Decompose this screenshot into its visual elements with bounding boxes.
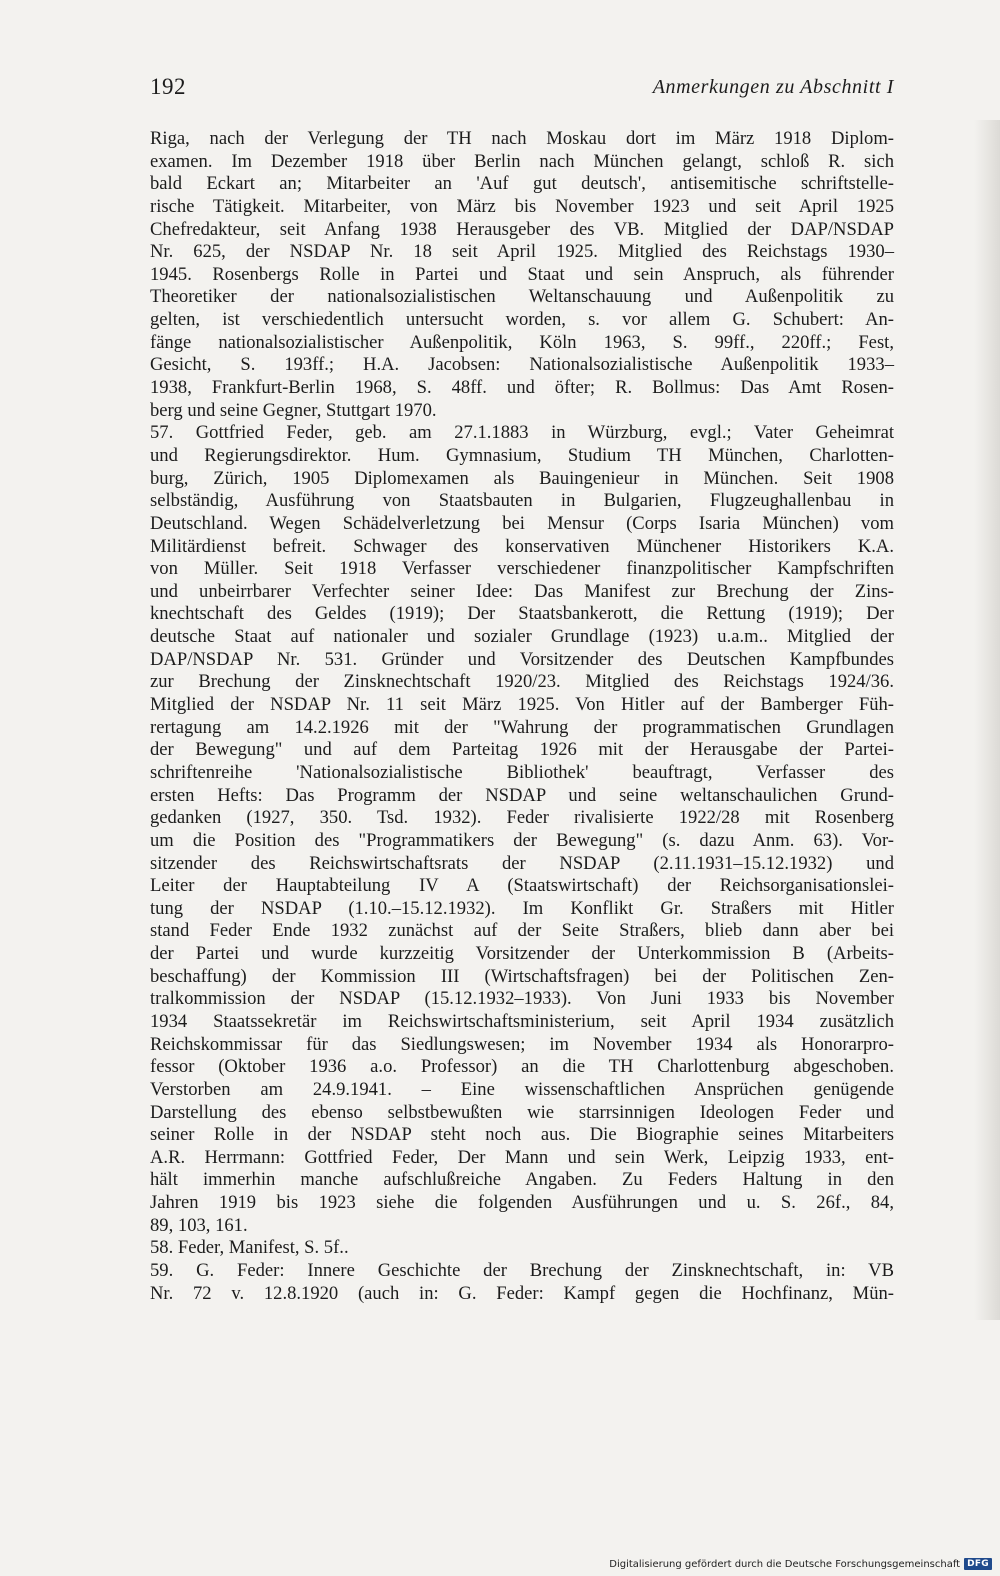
text-line: DAP/NSDAP Nr. 531. Gründer und Vorsitzender des Deutschen Kampfbundes bbox=[150, 648, 894, 670]
text-line: tralkommission der NSDAP (15.12.1932–1933). Von Juni 1933 bis November bbox=[150, 988, 894, 1010]
dfg-logo: DFG bbox=[964, 1558, 992, 1570]
text-line: knechtschaft des Geldes (1919); Der Staatsbankerott, die Rettung (1919); Der bbox=[150, 603, 894, 625]
text-line: zur Brechung der Zinsknechtschaft 1920/23. Mitglied des Reichstags 1924/36. bbox=[150, 671, 894, 693]
text-line: und unbeirrbarer Verfechter seiner Idee: Das Manifest zur Brechung der Zins- bbox=[150, 580, 894, 602]
text-line: 59. G. Feder: Innere Geschichte der Brechung der Zinsknechtschaft, in: VB bbox=[150, 1260, 894, 1282]
text-line: und Regierungsdirektor. Hum. Gymnasium, Studium TH München, Charlotten- bbox=[150, 444, 894, 466]
text-line: von Müller. Seit 1918 Verfasser verschiedener finanzpolitischer Kampfschriften bbox=[150, 558, 894, 580]
text-line: Militärdienst befreit. Schwager des konservativen Münchener Historikers K.A. bbox=[150, 535, 894, 557]
text-line: 1945. Rosenbergs Rolle in Partei und Staat und sein Anspruch, als führender bbox=[150, 263, 894, 285]
text-line: 58. Feder, Manifest, S. 5f.. bbox=[150, 1237, 349, 1259]
text-line: gedanken (1927, 350. Tsd. 1932). Feder rivalisierte 1922/28 mit Rosenberg bbox=[150, 807, 894, 829]
text-line: Theoretiker der nationalsozialistischen Weltanschauung und Außenpolitik zu bbox=[150, 286, 894, 308]
text-line: hält immerhin manche aufschlußreiche Angaben. Zu Feders Haltung in den bbox=[150, 1169, 894, 1191]
text-line: berg und seine Gegner, Stuttgart 1970. bbox=[150, 399, 437, 421]
text-line: 89, 103, 161. bbox=[150, 1214, 248, 1236]
text-line: rische Tätigkeit. Mitarbeiter, von März bis November 1923 und seit April 1925 bbox=[150, 195, 894, 217]
text-line: examen. Im Dezember 1918 über Berlin nach München gelangt, schloß R. sich bbox=[150, 150, 894, 172]
adjacent-page-bleed bbox=[974, 120, 1000, 1320]
text-line: der Partei und wurde kurzzeitig Vorsitzender der Unterkommission B (Arbeits- bbox=[150, 943, 894, 965]
text-line: tung der NSDAP (1.10.–15.12.1932). Im Konflikt Gr. Straßers mit Hitler bbox=[150, 897, 894, 919]
text-line: deutsche Staat auf nationaler und sozialer Grundlage (1923) u.a.m.. Mitglied der bbox=[150, 626, 894, 648]
text-line: selbständig, Ausführung von Staatsbauten in Bulgarien, Flugzeughallenbau in bbox=[150, 490, 894, 512]
text-line: Leiter der Hauptabteilung IV A (Staatswirtschaft) der Reichsorganisationslei- bbox=[150, 875, 894, 897]
page-number: 192 bbox=[150, 74, 186, 99]
text-line: Verstorben am 24.9.1941. – Eine wissenschaftlichen Ansprüchen genügende bbox=[150, 1078, 894, 1100]
text-line: Mitglied der NSDAP Nr. 11 seit März 1925. Von Hitler auf der Bamberger Füh- bbox=[150, 694, 894, 716]
text-line: der Bewegung" und auf dem Parteitag 1926 mit der Herausgabe der Partei- bbox=[150, 739, 894, 761]
body-text bbox=[150, 128, 894, 1305]
running-head: Anmerkungen zu Abschnitt I bbox=[652, 76, 894, 98]
text-line: seiner Rolle in der NSDAP steht noch aus. Die Biographie seines Mitarbeiters bbox=[150, 1124, 894, 1146]
text-line: beschaffung) der Kommission III (Wirtschaftsfragen) bei der Politischen Zen- bbox=[150, 965, 894, 987]
text-line: Riga, nach der Verlegung der TH nach Moskau dort im März 1918 Diplom- bbox=[150, 128, 894, 149]
text-line: A.R. Herrmann: Gottfried Feder, Der Mann und sein Werk, Leipzig 1933, ent- bbox=[150, 1146, 894, 1168]
text-line: Nr. 72 v. 12.8.1920 (auch in: G. Feder: Kampf gegen die Hochfinanz, Mün- bbox=[150, 1282, 894, 1304]
text-line: Gesicht, S. 193ff.; H.A. Jacobsen: Nationalsozialistische Außenpolitik 1933– bbox=[150, 354, 894, 376]
text-line: Darstellung des ebenso selbstbewußten wie starrsinnigen Ideologen Feder und bbox=[150, 1101, 894, 1123]
text-line: Deutschland. Wegen Schädelverletzung bei Mensur (Corps Isaria München) vom bbox=[150, 512, 894, 534]
text-line: stand Feder Ende 1932 zunächst auf der Seite Straßers, blieb dann aber bei bbox=[150, 920, 894, 942]
text-line: um die Position des "Programmatikers der Bewegung" (s. dazu Anm. 63). Vor- bbox=[150, 829, 894, 851]
text-line: bald Eckart an; Mitarbeiter an 'Auf gut deutsch', antisemitische schriftstelle- bbox=[150, 173, 894, 195]
text-line: Chefredakteur, seit Anfang 1938 Herausgeber des VB. Mitglied der DAP/NSDAP bbox=[150, 218, 894, 240]
text-line: fessor (Oktober 1936 a.o. Professor) an die TH Charlottenburg abgeschoben. bbox=[150, 1056, 894, 1078]
text-line: ersten Hefts: Das Programm der NSDAP und seine weltanschaulichen Grund- bbox=[150, 784, 894, 806]
text-line: 57. Gottfried Feder, geb. am 27.1.1883 in Würzburg, evgl.; Vater Geheimrat bbox=[150, 422, 894, 444]
footer bbox=[609, 1556, 992, 1572]
text-line: 1934 Staatssekretär im Reichswirtschaftsministerium, seit April 1934 zusätzlich bbox=[150, 1010, 894, 1032]
text-line: schriftenreihe 'Nationalsozialistische Bibliothek' beauftragt, Verfasser des bbox=[150, 761, 894, 783]
text-line: Jahren 1919 bis 1923 siehe die folgenden Ausführungen und u. S. 26f., 84, bbox=[150, 1192, 894, 1214]
footer-credit: Digitalisierung gefördert durch die Deutsche Forschungsgemeinschaft bbox=[609, 1558, 961, 1570]
text-line: fänge nationalsozialistischer Außenpolitik, Köln 1963, S. 99ff., 220ff.; Fest, bbox=[150, 331, 894, 353]
text-line: rertagung am 14.2.1926 mit der "Wahrung der programmatischen Grundlagen bbox=[150, 716, 894, 738]
text-line: burg, Zürich, 1905 Diplomexamen als Bauingenieur in München. Seit 1908 bbox=[150, 467, 894, 489]
text-line: sitzender des Reichswirtschaftsrats der NSDAP (2.11.1931–15.12.1932) und bbox=[150, 852, 894, 874]
text-line: Nr. 625, der NSDAP Nr. 18 seit April 1925. Mitglied des Reichstags 1930– bbox=[150, 241, 894, 263]
text-line: gelten, ist verschiedentlich untersucht worden, s. vor allem G. Schubert: An- bbox=[150, 309, 894, 331]
text-line: 1938, Frankfurt-Berlin 1968, S. 48ff. und öfter; R. Bollmus: Das Amt Rosen- bbox=[150, 377, 894, 399]
page-header bbox=[150, 74, 894, 106]
text-line: Reichskommissar für das Siedlungswesen; im November 1934 als Honorarpro- bbox=[150, 1033, 894, 1055]
